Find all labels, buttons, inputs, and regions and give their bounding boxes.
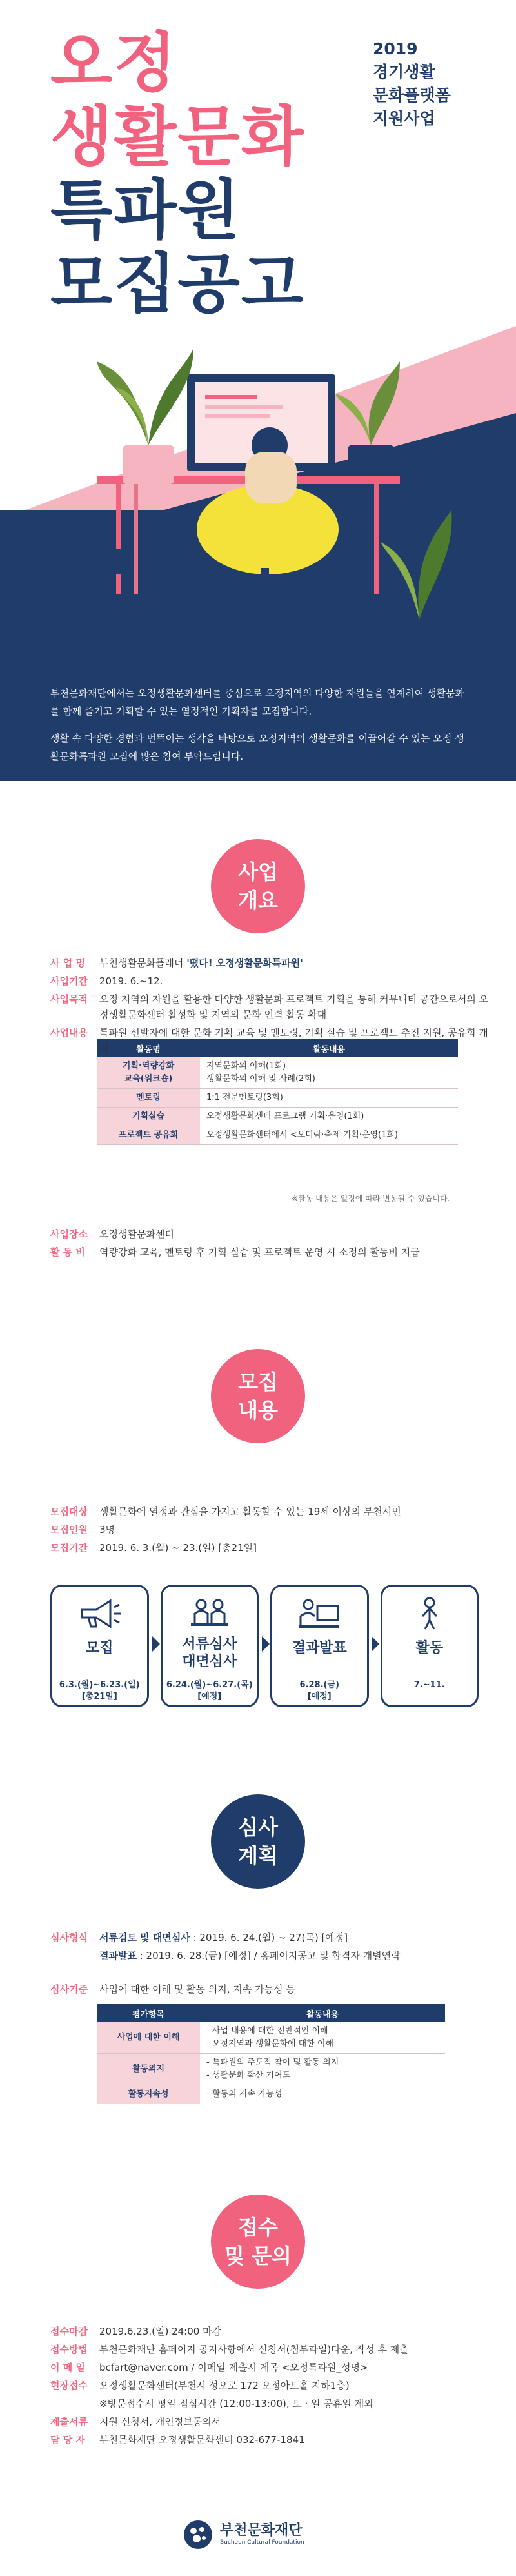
section-circle-contact (211, 2195, 305, 2289)
table-cell-name: 프로젝트 공유회 (97, 1126, 200, 1145)
title-line-3: 특파원 (50, 172, 241, 248)
step-date: 6.28.(금) [예정] (299, 1680, 339, 1701)
table-item: 지역문화의 이해(1회) (206, 1061, 286, 1071)
info-row (50, 1504, 489, 1519)
info-text: : 2019. 6. 24.(월) ~ 27(목) [예정] (190, 1932, 348, 1943)
info-value (99, 2414, 221, 2429)
workspace-illustration (0, 0, 516, 645)
info-value (99, 2432, 305, 2448)
info-label (50, 2396, 99, 2411)
table-cell-name: 사업에 대한 이해 (97, 2022, 200, 2054)
foundation-logo (184, 2520, 304, 2549)
table-cell-items (200, 1126, 458, 1145)
table-row (97, 2085, 445, 2104)
info-value (99, 1226, 174, 1242)
info-value (99, 2360, 368, 2375)
table-item: - 오정지역과 생활문화에 대한 이해 (206, 2039, 334, 2049)
program-line-4: 지원사업 (373, 109, 435, 128)
table-header: 활동명 (97, 1039, 200, 1057)
table-item: - 사업 내용에 대한 전반적인 이해 (206, 2026, 328, 2036)
info-value (99, 2324, 221, 2339)
table-row (97, 1057, 458, 1089)
info-value (99, 2378, 350, 2393)
info-text: 생활문화에 열정과 관심을 가지고 활동할 수 있는 19세 이상의 부천시민 (99, 1506, 401, 1517)
info-label: 심사기준 (50, 1983, 88, 1995)
circle-line-1: 사업 (238, 860, 278, 884)
step-date: 6.24.(월)~6.27.(목) [예정] (166, 1680, 253, 1701)
info-emphasis: 결과발표 (99, 1950, 137, 1962)
info-text: 3명 (99, 1524, 115, 1536)
info-row (50, 955, 489, 971)
table-cell-name: 기획실습 (97, 1108, 200, 1126)
info-value (99, 1244, 420, 1260)
info-label: 모집대상 (50, 1506, 88, 1517)
circle-line-1: 모집 (238, 1370, 278, 1394)
info-value (99, 1522, 115, 1537)
info-row (50, 1025, 489, 1056)
step-name: 결과발표 (292, 1640, 347, 1656)
table-item: - 특파원의 주도적 참여 및 활동 의지 (206, 2058, 339, 2067)
table-cell-items (200, 1089, 458, 1108)
table-cell-items (200, 2054, 445, 2085)
table-cell-name: 기획·역량강화 교육(워크숍) (97, 1057, 200, 1089)
program-line-2: 경기생활 (373, 63, 435, 81)
info-emphasis: '떴다! 오정생활문화특파원' (186, 957, 303, 969)
step-arrow (262, 1636, 270, 1652)
table-cell-items (200, 2085, 445, 2104)
person-icon (407, 1597, 452, 1630)
info-row (50, 973, 489, 989)
info-label: 사 업 명 (50, 957, 85, 969)
table-header: 활동내용 (200, 1039, 458, 1057)
info-row (50, 1540, 489, 1556)
table-note: ※활동 내용은 일정에 따라 변동될 수 있습니다. (292, 1194, 450, 1203)
step-name: 활동 (415, 1640, 443, 1656)
table-header: 평가항목 (97, 2004, 200, 2022)
info-row (50, 1226, 489, 1242)
info-label: 사업기간 (50, 975, 88, 987)
info-text: : 2019. 6. 28.(금) [예정] / 홈페이지공고 및 합격자 개별연락 (136, 1950, 401, 1962)
info-row (50, 1244, 489, 1260)
table-row (97, 2054, 445, 2085)
table-item: 오정생활문화센터 프로그램 기획·운영(1회) (206, 1111, 364, 1121)
table-row (97, 1089, 458, 1108)
section-circle-review (211, 1794, 305, 1889)
program-year: 2019 (373, 39, 418, 58)
info-value (99, 1982, 295, 1997)
step-card (50, 1585, 149, 1707)
info-value (99, 1930, 348, 1945)
info-label: 제출서류 (50, 2416, 88, 2428)
info-row (50, 2360, 489, 2375)
info-text: 역량강화 교육, 멘토링 후 기획 실습 및 프로젝트 운영 시 소정의 활동비 지급 (99, 1246, 420, 1258)
info-text: 오정생활문화센터 (99, 1228, 174, 1240)
info-row (50, 2396, 489, 2411)
info-label: 활 동 비 (50, 1246, 85, 1258)
info-value (99, 991, 489, 1022)
table-header: 활동내용 (200, 2004, 445, 2022)
info-text: 지원 신청서, 개인정보동의서 (99, 2416, 221, 2428)
info-label: 접수마감 (50, 2326, 88, 2337)
info-text: ※방문접수시 평일 점심시간 (12:00-13:00), 토 · 일 공휴일 제외 (99, 2398, 373, 2409)
info-text: 2019. 6. 3.(월) ~ 23.(일) [총21일] (99, 1542, 257, 1554)
info-row (50, 1948, 489, 1963)
info-text: 2019. 6.~12. (99, 975, 163, 987)
info-text: 사업에 대한 이해 및 활동 의지, 지속 가능성 등 (99, 1983, 295, 1995)
info-value (99, 1504, 401, 1519)
circle-line-2: 내용 (238, 1398, 278, 1423)
info-label: 사업내용 (50, 1027, 88, 1039)
info-value (99, 1540, 257, 1556)
circle-line-2: 및 문의 (224, 2244, 292, 2268)
info-label: 사업목적 (50, 993, 88, 1005)
info-text: 부천문화재단 오정생활문화센터 032-677-1841 (99, 2434, 305, 2446)
table-item: - 활동의 지속 가능성 (206, 2089, 283, 2099)
info-text: 오정생활문화센터(부천시 성오로 172 오정아트홀 지하1층) (99, 2380, 350, 2391)
step-arrow (372, 1636, 379, 1652)
info-value (99, 2396, 373, 2411)
info-label: 담 당 자 (50, 2434, 85, 2446)
info-label: 모집인원 (50, 1524, 88, 1536)
info-text: 오정 지역의 자원을 활용한 다양한 생활문화 프로젝트 기획을 통해 커뮤니티 공간으로서의 오정생활문화센터 활성화 및 지역의 문화 인력 활동 확대 (99, 993, 489, 1020)
section-circle-recruitment (211, 1349, 305, 1443)
info-text: 특파원 선발자에 대한 문화 기획 교육 및 멘토링, 기획 실습 및 프로젝트 추진 지원, 공유회 개최 (99, 1027, 488, 1054)
foundation-name: 부천문화재단 (220, 2522, 303, 2539)
info-value (99, 973, 163, 989)
step-card (270, 1585, 369, 1707)
intro-paragraph-1: 부천문화재단에서는 오정생활문화센터를 중심으로 오정지역의 다양한 자원들을 연계하여 생활문화를 함께 즐기고 기획할 수 있는 열정적인 기획자를 모집합니다. (50, 687, 464, 717)
interview-icon (187, 1597, 232, 1630)
table-item: 생활문화의 이해 및 사례(2회) (206, 1074, 315, 1084)
info-label: 심사형식 (50, 1932, 88, 1943)
table-item: - 생활문화 확산 기여도 (206, 2071, 291, 2080)
step-card (381, 1585, 479, 1707)
title-line-1: 오정 (50, 25, 178, 101)
table-row (97, 1108, 458, 1126)
info-row (50, 2324, 489, 2339)
info-text: bcfart@naver.com / 이메일 제출시 제목 <오정특파원_성명> (99, 2362, 368, 2373)
info-label (50, 1948, 99, 1963)
info-label: 사업장소 (50, 1228, 88, 1240)
foundation-logo-icon (184, 2520, 212, 2549)
table-item: 오정생활문화센터에서 <오디락·축제 기획·운영(1회) (206, 1130, 398, 1140)
table-row (97, 2022, 445, 2054)
step-name: 서류심사 대면심사 (182, 1636, 237, 1670)
table-cell-items (200, 2022, 445, 2054)
step-arrow (152, 1636, 160, 1652)
info-label: 이 메 일 (50, 2362, 85, 2373)
circle-line-1: 심사 (238, 1815, 278, 1840)
info-label: 접수방법 (50, 2344, 88, 2355)
info-text: 2019.6.23.(일) 24:00 마감 (99, 2326, 222, 2337)
criteria-table (97, 2004, 445, 2104)
title-line-2: 생활문화 (50, 99, 305, 174)
info-value (99, 1025, 489, 1056)
computer-icon (297, 1597, 342, 1630)
info-row (50, 2432, 489, 2448)
info-label: 모집기간 (50, 1542, 88, 1554)
info-row (50, 1982, 489, 1997)
info-value (99, 2342, 409, 2357)
table-cell-name: 멘토링 (97, 1089, 200, 1108)
program-line-3: 문화플랫폼 (373, 86, 451, 105)
table-cell-name: 활동지속성 (97, 2085, 200, 2104)
circle-line-2: 개요 (238, 888, 278, 913)
info-row (50, 1522, 489, 1537)
step-name: 모집 (85, 1640, 114, 1656)
step-card (161, 1585, 259, 1707)
foundation-name-en: Bucheon Cultural Foundation (220, 2539, 304, 2546)
section-circle-overview (211, 839, 305, 933)
intro-paragraph-2: 생활 속 다양한 경험과 번뜩이는 생각을 바탕으로 오정지역의 생활문화를 이끌어갈 수 있는 오정 생활문화특파원 모집에 많은 참여 부탁드립니다. (50, 733, 464, 762)
info-row (50, 991, 489, 1022)
step-date: 6.3.(월)~6.23.(일) [총21일] (59, 1680, 140, 1701)
info-row (50, 2378, 489, 2393)
table-cell-name: 활동의지 (97, 2054, 200, 2085)
info-value (99, 955, 303, 971)
megaphone-icon (77, 1597, 122, 1630)
table-cell-items (200, 1057, 458, 1089)
info-row (50, 1930, 489, 1945)
info-text: 부천생활문화플래너 (99, 957, 187, 969)
title-line-4: 모집공고 (50, 246, 305, 321)
info-row (50, 2342, 489, 2357)
info-label: 현장접수 (50, 2380, 88, 2391)
table-cell-items (200, 1108, 458, 1126)
table-item: 1:1 전문멘토링(3회) (206, 1093, 283, 1102)
circle-line-2: 계획 (238, 1843, 278, 1868)
info-text: 부천문화재단 홈페이지 공지사항에서 신청서(첨부파일)다운, 작성 후 제출 (99, 2344, 409, 2355)
table-row (97, 1126, 458, 1145)
step-date: 7.~11. (413, 1680, 445, 1690)
circle-line-1: 접수 (238, 2215, 278, 2240)
info-row (50, 2414, 489, 2429)
info-value (99, 1948, 401, 1963)
info-emphasis: 서류검토 및 대면심사 (99, 1932, 190, 1943)
